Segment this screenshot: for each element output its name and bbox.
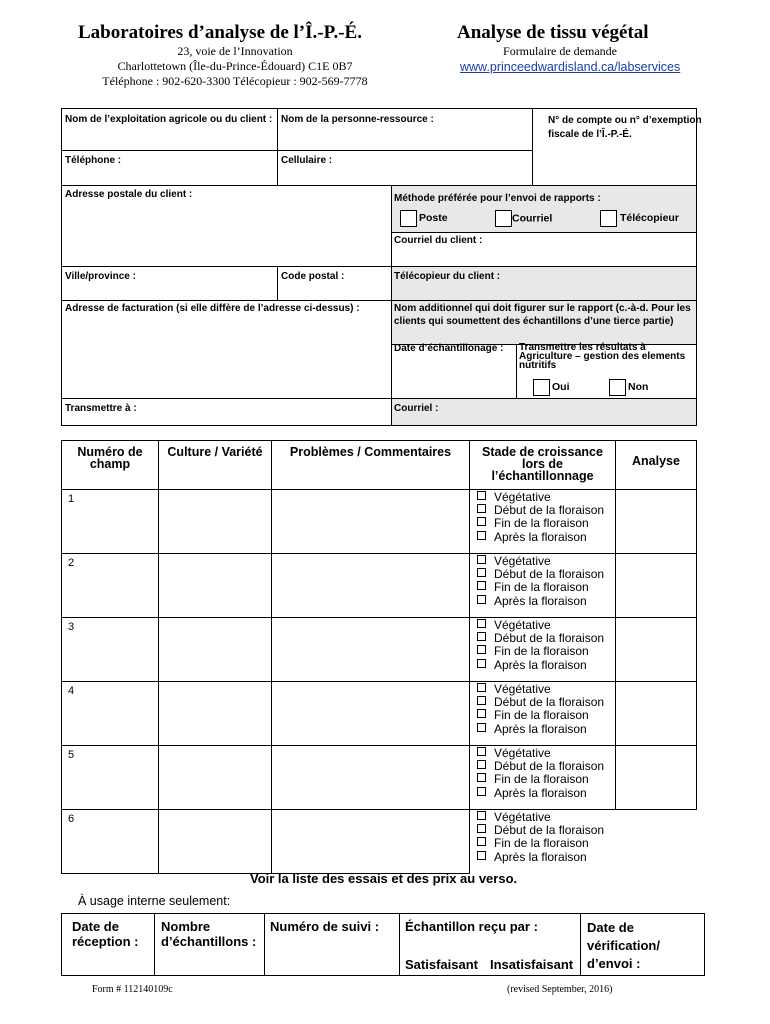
stage-checkbox[interactable] (477, 723, 486, 732)
growth-stage-options (477, 747, 604, 800)
row-number: 4 (68, 685, 75, 697)
mail-option-label: Poste (419, 212, 448, 225)
form-number: Form # 112140109c (92, 984, 173, 995)
growth-stage-options (477, 555, 604, 608)
growth-stage-options (477, 811, 604, 864)
stage-label: Fin de la floraison (494, 708, 589, 723)
stage-checkbox[interactable] (477, 787, 486, 796)
stage-checkbox[interactable] (477, 595, 486, 604)
stage-label: Fin de la floraison (494, 772, 589, 787)
stage-label: Végétative (494, 810, 551, 824)
row-number: 6 (68, 813, 75, 825)
transmit-email-label: Courriel : (394, 403, 439, 414)
extra-name-label: Nom additionnel qui doit figurer sur le rapport (c.-à-d. Pour les clients qui soumettent des échantillons d’une tierce partie) (394, 303, 691, 327)
stage-label: Fin de la floraison (494, 644, 589, 659)
stage-label: Après la floraison (494, 593, 587, 608)
farm-name-label: Nom de l’exploitation agricole ou du client : (65, 114, 273, 125)
stage-checkbox[interactable] (477, 659, 486, 668)
stage-checkbox[interactable] (477, 531, 486, 540)
stage-checkbox[interactable] (477, 851, 486, 860)
report-method-label: Méthode préférée pour l’envoi de rapports : (394, 193, 601, 204)
postal-address-label: Adresse postale du client : (65, 189, 193, 200)
stage-label: Après la floraison (494, 529, 587, 544)
stage-label: Début de la floraison (494, 503, 605, 518)
growth-stage-options (477, 683, 604, 736)
col-problems: Problèmes / Commentaires (289, 445, 452, 459)
stage-checkbox[interactable] (477, 773, 486, 782)
sample-count-label: Nombre d’échantillons : (161, 919, 257, 949)
growth-stage-options (477, 491, 604, 544)
stage-label: Début de la floraison (494, 567, 605, 582)
yes-label: Oui (552, 381, 570, 394)
price-list-note: Voir la liste des essais et des prix au verso. (250, 871, 518, 886)
received-by-label: Échantillon reçu par : (405, 919, 538, 934)
stage-label: Fin de la floraison (494, 516, 589, 531)
stage-label: Après la floraison (494, 785, 587, 800)
growth-stage-option[interactable] (477, 851, 604, 864)
col-analysis: Analyse (632, 454, 680, 468)
report-method-options (400, 210, 448, 227)
stage-label: Début de la floraison (494, 631, 605, 646)
growth-stage-option[interactable] (477, 595, 604, 608)
row-number: 1 (68, 493, 75, 505)
stage-label: Début de la floraison (494, 695, 605, 710)
stage-checkbox[interactable] (477, 837, 486, 846)
stage-label: Après la floraison (494, 657, 587, 672)
verification-date-label: Date de vérification/ d’envoi : (587, 920, 660, 971)
col-field-number: Numéro de champ (77, 445, 143, 471)
client-email-label: Courriel du client : (394, 235, 483, 246)
stage-checkbox[interactable] (477, 747, 486, 756)
transmit-results-label: Transmettre les résultats à Agriculture – gestion des elements nutritifs (519, 342, 686, 371)
growth-stage-option[interactable] (477, 659, 604, 672)
stage-label: Fin de la floraison (494, 836, 589, 851)
row-number: 5 (68, 749, 75, 761)
no-checkbox[interactable] (609, 379, 626, 396)
address-line-1: 23, voie de l’Innovation (177, 44, 293, 58)
stage-label: Végétative (494, 746, 551, 760)
stage-checkbox[interactable] (477, 824, 486, 833)
website-link[interactable]: www.princeedwardisland.ca/labservices (460, 60, 681, 74)
stage-checkbox[interactable] (477, 645, 486, 654)
fax-option-label: Télécopieur (620, 212, 679, 225)
stage-checkbox[interactable] (477, 811, 486, 820)
satisfactory-label: Satisfaisant (405, 957, 478, 972)
unsatisfactory-label: Insatisfaisant (490, 957, 574, 972)
stage-checkbox[interactable] (477, 619, 486, 628)
email-checkbox[interactable] (495, 210, 512, 227)
growth-stage-option[interactable] (477, 723, 604, 736)
stage-label: Après la floraison (494, 849, 587, 864)
internal-use-title: À usage interne seulement: (78, 894, 231, 908)
row-number: 2 (68, 557, 75, 569)
fax-checkbox[interactable] (600, 210, 617, 227)
stage-checkbox[interactable] (477, 709, 486, 718)
sampling-date-label: Date d’échantillonage : (394, 343, 504, 354)
stage-label: Végétative (494, 554, 551, 568)
account-number-label: N° de compte ou n° d’exemption fiscale de l’Î.-P.-É. (548, 115, 702, 140)
billing-address-label: Adresse de facturation (si elle diffère de l’adresse ci-dessus) : (65, 303, 360, 314)
growth-stage-option[interactable] (477, 787, 604, 800)
row-number: 3 (68, 621, 75, 633)
stage-checkbox[interactable] (477, 696, 486, 705)
lab-title: Laboratoires d’analyse de l’Î.-P.-É. (78, 22, 362, 43)
stage-checkbox[interactable] (477, 517, 486, 526)
lab-address (60, 44, 410, 89)
phone-label: Téléphone : (65, 155, 122, 166)
stage-checkbox[interactable] (477, 504, 486, 513)
revised-date: (revised September, 2016) (507, 984, 613, 995)
stage-label: Végétative (494, 490, 551, 504)
address-line-3: Téléphone : 902-620-3300 Télécopieur : 902-569-7778 (102, 74, 368, 88)
stage-checkbox[interactable] (477, 581, 486, 590)
stage-label: Végétative (494, 618, 551, 632)
address-line-2: Charlottetown (Île-du-Prince-Édouard) C1E 0B7 (117, 59, 353, 73)
mail-checkbox[interactable] (400, 210, 417, 227)
reception-date-label: Date de réception : (72, 919, 139, 949)
form-subtitle: Formulaire de demande (503, 44, 617, 58)
contact-name-label: Nom de la personne-ressource : (281, 114, 434, 125)
stage-label: Début de la floraison (494, 823, 605, 838)
postal-code-label: Code postal : (281, 271, 345, 282)
transmit-to-label: Transmettre à : (65, 403, 137, 414)
col-crop: Culture / Variété (167, 445, 263, 459)
city-label: Ville/province : (65, 271, 136, 282)
growth-stage-options (477, 619, 604, 672)
form-title: Analyse de tissu végétal (457, 22, 649, 43)
yes-checkbox[interactable] (533, 379, 550, 396)
col-growth-stage: Stade de croissance lors de l’échantillonnage (482, 445, 603, 483)
stage-label: Fin de la floraison (494, 580, 589, 595)
stage-label: Après la floraison (494, 721, 587, 736)
stage-label: Végétative (494, 682, 551, 696)
cell-label: Cellulaire : (281, 155, 333, 166)
stage-checkbox[interactable] (477, 555, 486, 564)
stage-checkbox[interactable] (477, 760, 486, 769)
client-fax-label: Télécopieur du client : (394, 271, 501, 282)
stage-checkbox[interactable] (477, 632, 486, 641)
growth-stage-option[interactable] (477, 531, 604, 544)
stage-checkbox[interactable] (477, 568, 486, 577)
no-label: Non (628, 381, 649, 394)
email-option-label: Courriel (512, 212, 553, 225)
stage-checkbox[interactable] (477, 683, 486, 692)
stage-checkbox[interactable] (477, 491, 486, 500)
tracking-number-label: Numéro de suivi : (270, 919, 380, 934)
stage-label: Début de la floraison (494, 759, 605, 774)
